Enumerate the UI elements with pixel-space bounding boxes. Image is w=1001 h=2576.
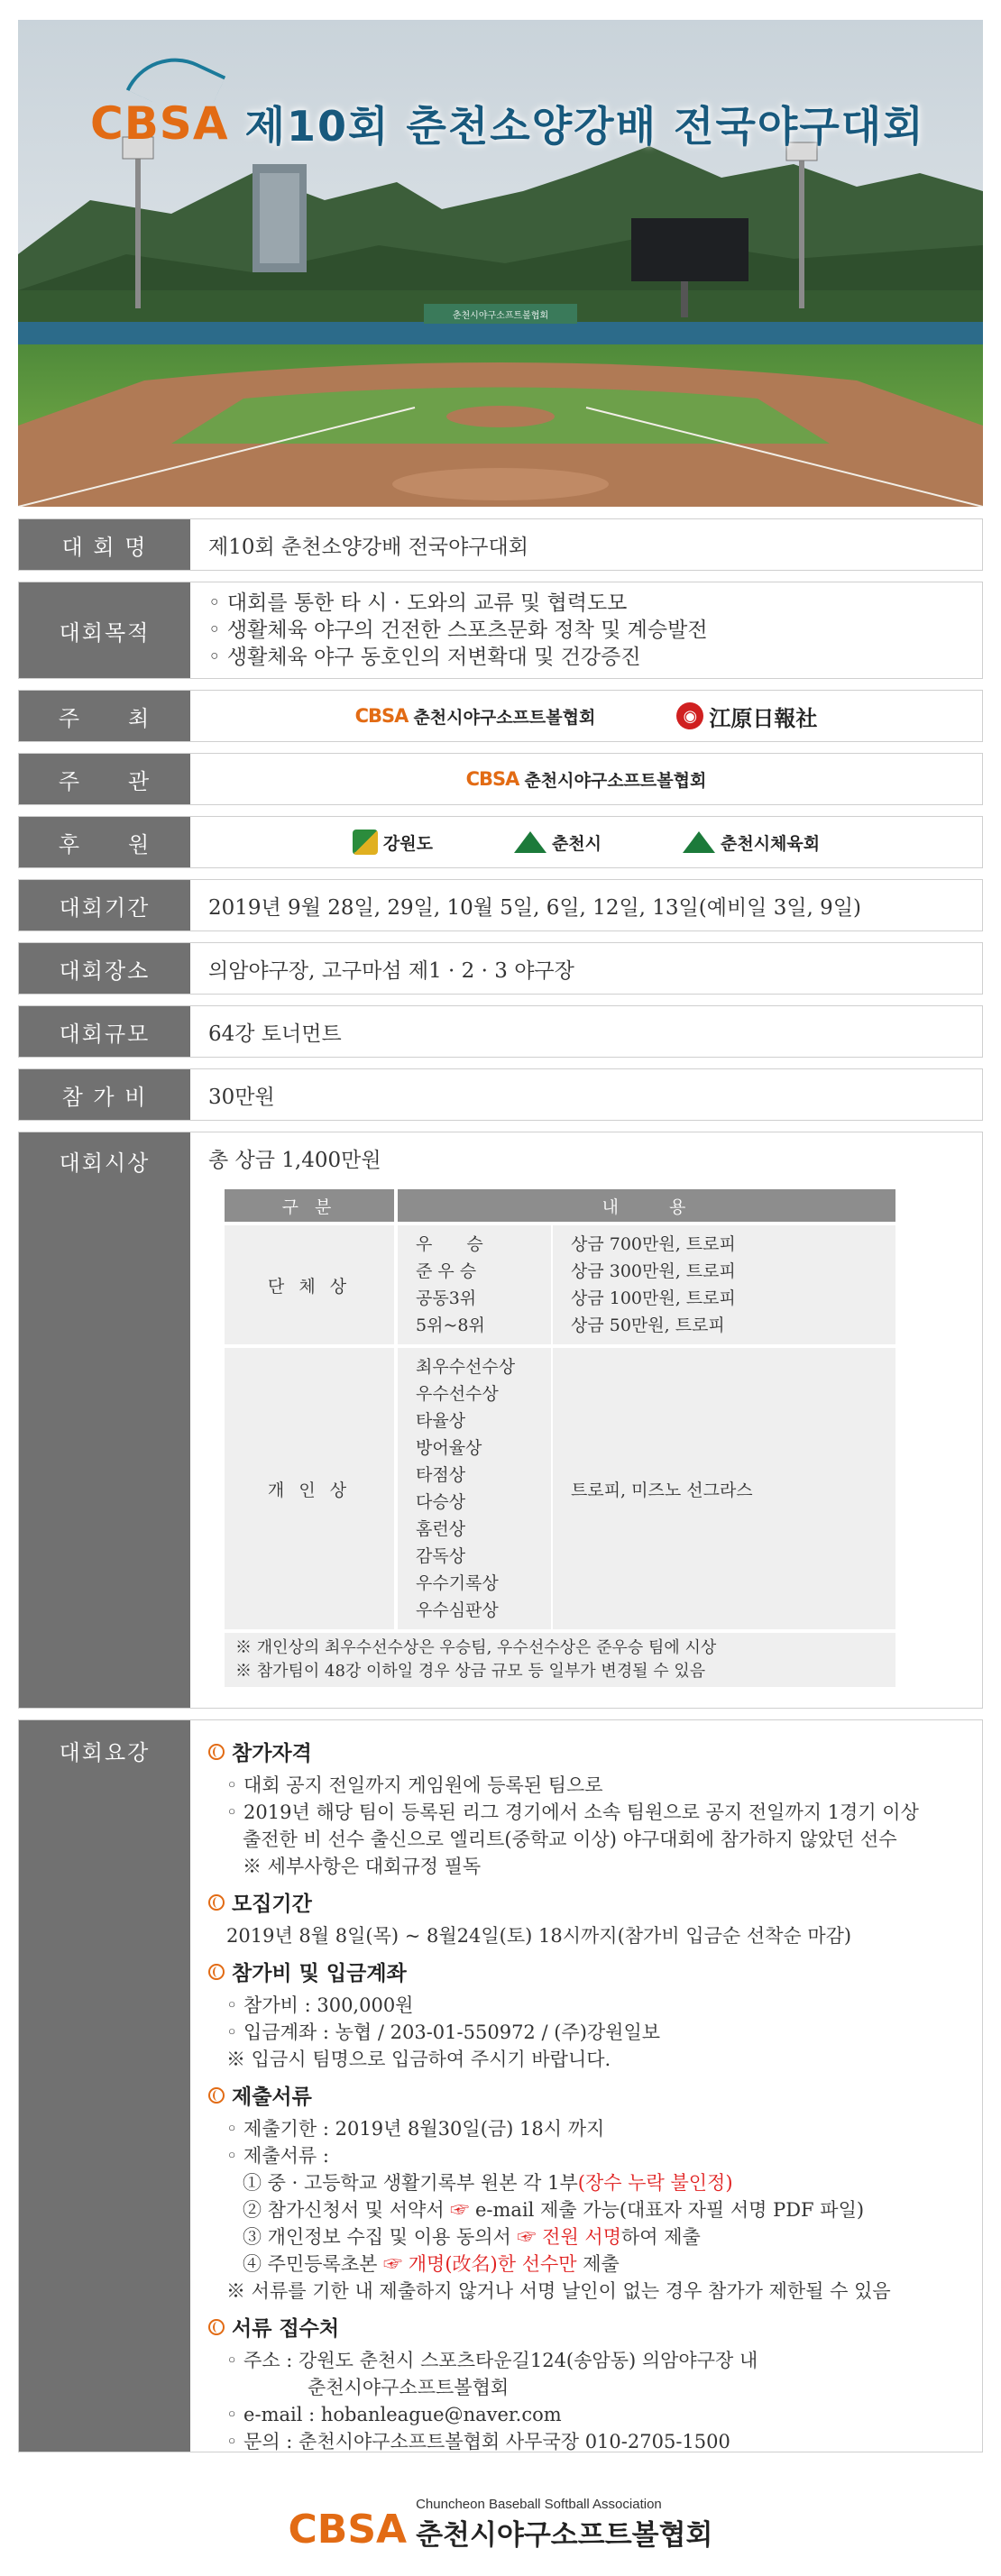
cbsa-logo: CBSA <box>90 97 229 150</box>
individual-prize-names <box>398 1348 551 1629</box>
individual-category: 개 인 상 <box>225 1348 394 1629</box>
baseball-icon <box>208 1894 225 1911</box>
footer <box>0 2489 1001 2561</box>
host-gangwon-ilbo <box>676 701 817 732</box>
row-label: 대회요강 <box>19 1720 190 2452</box>
text-line: ◦ 대회 공지 전일까지 게임원에 등록된 팀으로 <box>226 1774 603 1796</box>
row-value <box>190 582 982 678</box>
row-value: 64강 토너먼트 <box>208 1022 342 1046</box>
text-line: ※ 입금시 팀명으로 입금하여 주시기 바랍니다. <box>226 2049 611 2070</box>
baseball-icon <box>208 1964 225 1980</box>
section-title: 제출서류 <box>232 2086 312 2109</box>
row-label: 대회장소 <box>19 943 190 994</box>
organizer-cbsa <box>466 767 707 792</box>
sports-council-logo-icon <box>683 831 715 853</box>
doc-line <box>208 2223 964 2251</box>
section-title: 서류 접수처 <box>232 2317 340 2341</box>
individual-prize-group <box>225 1348 895 1629</box>
prize-name: 5위~8위 <box>416 1316 485 1335</box>
row-value <box>190 1720 982 2452</box>
team-prize-group <box>225 1225 895 1344</box>
text-line: ※ 서류를 기한 내 제출하지 않거나 서명 날인이 없는 경우 참가가 제한될 수 있음 <box>226 2280 891 2302</box>
recruit-body <box>208 1922 964 1949</box>
list-item: ◦ 생활체육 야구 동호인의 저변확대 및 건강증진 <box>208 646 641 669</box>
row-value <box>190 691 982 741</box>
prize-name: 홈런상 <box>416 1519 466 1539</box>
text-line: ◦ 제출서류 : <box>226 2145 329 2167</box>
hero-banner <box>18 20 983 507</box>
doc-text: ① 중 · 고등학교 생활기록부 원본 각 1부 <box>243 2172 578 2194</box>
doc-text: 제출 <box>583 2253 620 2275</box>
baseball-icon <box>208 2087 225 2104</box>
doc-text: ④ 주민등록초본 <box>243 2253 378 2275</box>
org-name: 춘천시체육회 <box>721 833 821 854</box>
row-label: 대회시상 <box>19 1132 190 1708</box>
row-value: 제10회 춘천소양강배 전국야구대회 <box>208 535 528 559</box>
footer-english-name: Chuncheon Baseball Softball Association <box>416 2497 662 2512</box>
doc-text: e-mail 제출 가능(대표자 자필 서명 PDF 파일) <box>474 2199 865 2221</box>
prize-name: 우수선수상 <box>416 1384 499 1404</box>
prize-name: 준 우 승 <box>416 1261 477 1281</box>
host-cbsa <box>355 704 596 729</box>
baseball-icon <box>208 1744 225 1760</box>
note-line: ※ 개인상의 최우수선수상은 우승팀, 우수선수상은 준우승 팀에 시상 <box>235 1638 717 1657</box>
text-line: ※ 세부사항은 대회규정 필독 <box>243 1856 482 1877</box>
row-label: 참 가 비 <box>19 1069 190 1120</box>
prize-award: 상금 300만원, 트로피 <box>571 1261 736 1281</box>
prize-award: 상금 100만원, 트로피 <box>571 1288 736 1308</box>
prize-name: 다승상 <box>416 1492 466 1512</box>
prize-total: 총 상금 1,400만원 <box>208 1149 381 1172</box>
sponsor-chuncheon <box>514 830 602 855</box>
text-line: 2019년 8월 8일(목) ~ 8월24일(토) 18시까지(참가비 입금순 선착순 마감) <box>226 1925 852 1947</box>
doc-line <box>208 2251 964 2278</box>
text-line: ◦ 제출기한 : 2019년 8월30일(금) 18시 까지 <box>226 2118 605 2140</box>
tournament-info <box>18 518 983 2463</box>
row-value <box>190 1132 982 1708</box>
chuncheon-logo-icon <box>514 831 546 853</box>
prize-name: 우 승 <box>416 1234 483 1254</box>
doc-text: 하여 제출 <box>621 2226 701 2248</box>
section-title: 참가자격 <box>232 1742 312 1765</box>
doc-note: (장수 누락 불인정) <box>577 2172 733 2194</box>
row-label: 주 관 <box>19 754 190 804</box>
row-value: 30만원 <box>208 1085 275 1109</box>
text-line: ◦ 문의 : 춘천시야구소프트볼협회 사무국장 010-2705-1500 <box>226 2431 730 2452</box>
section-title: 참가비 및 입금계좌 <box>232 1962 407 1985</box>
row-label: 대회규모 <box>19 1006 190 1057</box>
prize-award: 상금 50만원, 트로피 <box>571 1316 725 1335</box>
section-eligibility <box>208 1737 964 1766</box>
prize-award: 트로피, 미즈노 선그라스 <box>571 1480 753 1500</box>
org-name: 춘천시야구소프트볼협회 <box>413 707 596 728</box>
doc-text: ③ 개인정보 수집 및 이용 동의서 <box>243 2226 511 2248</box>
note-line: ※ 참가팀이 48강 이하일 경우 상금 규모 등 일부가 변경될 수 있음 <box>235 1662 706 1681</box>
prize-name: 우수심판상 <box>416 1600 499 1620</box>
row-value: 2019년 9월 28일, 29일, 10월 5일, 6일, 12일, 13일(예비일 3일, 9일) <box>208 895 862 920</box>
section-title: 모집기간 <box>232 1893 312 1916</box>
row-sponsor <box>18 816 983 868</box>
row-purpose <box>18 582 983 679</box>
cbsa-logo: CBSA <box>465 768 519 790</box>
pointing-hand-icon: ☞ <box>450 2199 470 2221</box>
prize-name: 타율상 <box>416 1411 466 1431</box>
header-content: 내 용 <box>398 1189 895 1222</box>
row-value <box>190 754 982 804</box>
row-value <box>190 817 982 867</box>
row-venue <box>18 942 983 995</box>
row-guidelines <box>18 1719 983 2452</box>
hero-title: 제10회 춘천소양강배 전국야구대회 <box>244 102 925 151</box>
prize-notes <box>225 1633 895 1687</box>
cbsa-logo: CBSA <box>288 2507 408 2553</box>
text-line: ◦ 2019년 해당 팀이 등록된 리그 경기에서 소속 팀원으로 공지 전일까지 1경기 이상 <box>226 1801 919 1823</box>
doc-note: ☞ 전원 서명 <box>517 2226 621 2248</box>
row-scale <box>18 1005 983 1058</box>
receipt-body <box>208 2347 964 2455</box>
row-label: 주 최 <box>19 691 190 741</box>
cbsa-logo: CBSA <box>354 705 409 727</box>
row-label: 후 원 <box>19 817 190 867</box>
sponsor-sports-council <box>683 830 820 855</box>
scoreboard-sign: 춘천시야구소프트볼협회 <box>452 311 549 321</box>
documents-body <box>208 2115 964 2305</box>
text-line: 춘천시야구소프트볼협회 <box>308 2377 510 2398</box>
row-name <box>18 518 983 571</box>
prize-table-header <box>225 1189 895 1222</box>
text-line: ◦ 입금계좌 : 농협 / 203-01-550972 / (주)강원일보 <box>226 2021 661 2043</box>
section-receipt <box>208 2312 964 2342</box>
sponsor-gangwon <box>353 830 433 855</box>
eligibility-body <box>208 1772 964 1880</box>
payment-body <box>208 1992 964 2073</box>
row-label: 대회목적 <box>19 582 190 678</box>
section-payment <box>208 1957 964 1986</box>
section-recruit <box>208 1887 964 1917</box>
team-category: 단 체 상 <box>225 1225 394 1344</box>
footer-korean-name: 춘천시야구소프트볼협회 <box>416 2519 713 2552</box>
team-prize-names <box>398 1225 551 1344</box>
row-organizer <box>18 753 983 805</box>
prize-name: 타점상 <box>416 1465 466 1485</box>
doc-line <box>208 2169 964 2196</box>
prize-name: 최우수선수상 <box>416 1357 516 1377</box>
org-name: 강원도 <box>382 833 433 854</box>
section-documents <box>208 2080 964 2110</box>
row-label: 대 회 명 <box>19 519 190 570</box>
prize-table <box>225 1189 895 1687</box>
doc-line <box>208 2196 964 2223</box>
email-line: ◦ e-mail : hobanleague@naver.com <box>226 2404 562 2425</box>
list-item: ◦ 생활체육 야구의 건전한 스포츠문화 정착 및 계승발전 <box>208 619 708 642</box>
team-prize-awards <box>551 1225 895 1344</box>
prize-name: 감독상 <box>416 1546 466 1566</box>
prize-name: 우수기록상 <box>416 1573 499 1593</box>
gangwon-logo-icon <box>353 830 378 855</box>
prize-award: 상금 700만원, 트로피 <box>571 1234 736 1254</box>
org-name: 춘천시 <box>551 833 602 854</box>
list-item: ◦ 대회를 통한 타 시 · 도와의 교류 및 협력도모 <box>208 591 628 615</box>
row-host <box>18 690 983 742</box>
row-label: 대회기간 <box>19 880 190 930</box>
individual-prize-award <box>551 1348 895 1629</box>
row-prizes <box>18 1132 983 1709</box>
text-line: 출전한 비 선수 출신으로 엘리트(중학교 이상) 야구대회에 참가하지 않았던 선수 <box>243 1829 897 1850</box>
row-period <box>18 879 983 931</box>
prize-name: 공동3위 <box>416 1288 477 1308</box>
baseball-icon <box>208 2319 225 2335</box>
header-category: 구 분 <box>225 1189 394 1222</box>
doc-note: ☞ 개명(改名)한 선수만 <box>383 2253 577 2275</box>
text-line: ◦ 주소 : 강원도 춘천시 스포츠타운길124(송암동) 의암야구장 내 <box>226 2350 758 2371</box>
gangwon-ilbo-emblem-icon: ◉ <box>676 702 703 729</box>
org-name: 江原日報社 <box>709 704 818 731</box>
text-line: ◦ 참가비 : 300,000원 <box>226 1994 414 2016</box>
org-name: 춘천시야구소프트볼협회 <box>524 770 707 791</box>
row-fee <box>18 1068 983 1121</box>
row-value: 의암야구장, 고구마섬 제1 · 2 · 3 야구장 <box>208 958 574 983</box>
prize-name: 방어율상 <box>416 1438 482 1458</box>
doc-text: ② 참가신청서 및 서약서 <box>243 2199 445 2221</box>
